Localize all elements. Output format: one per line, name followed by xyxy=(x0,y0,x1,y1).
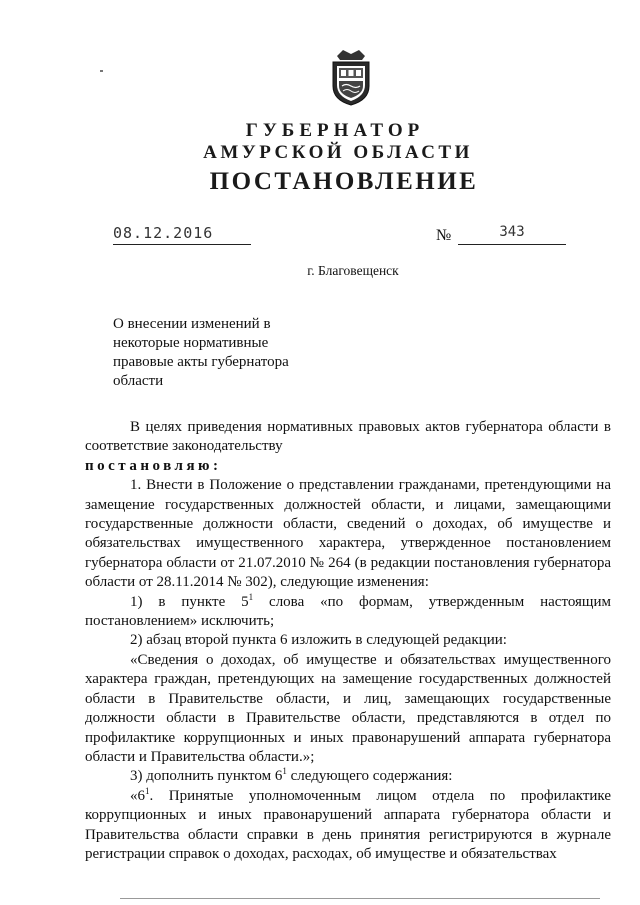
preamble-paragraph: В целях приведения нормативных правовых актов губернатора области в соответствие законодательству xyxy=(85,419,611,455)
document-type-title: ПОСТАНОВЛЕНИЕ xyxy=(209,168,479,195)
clause-1-paragraph: 1. Внести в Положение о представлении гражданами, претендующими на замещение государственных должностей области, и лицами, замещающими государственные должности области, сведений о доходах, об имуществе и обязательствах имущественного характера, утвержденное постановлением губернатора области от 21.07.2010 № 264 (в редакции постановления губернатора области от 28.11.2014 № 302), следующие изменения: xyxy=(85,477,611,591)
scan-edge-line xyxy=(120,898,600,899)
item-3-text-start: 3) дополнить пунктом 6 xyxy=(130,768,283,785)
quote-1-paragraph: «Сведения о доходах, об имуществе и обязательствах имущественного характера граждан, претендующих на замещение государственных должностей области в Правительстве области, и лиц, замещающих государственные должности области в Правительстве области, представляются в отдел по профилактике коррупционных и иных правонарушений аппарата губернатора области и Правительства области.»; xyxy=(85,651,611,765)
quote-2-text-start: «6 xyxy=(130,787,145,804)
quote-2-superscript: 1 xyxy=(145,785,150,796)
decree-keyword: постановляю: xyxy=(85,457,222,474)
item-1-text-end: слова «по формам, утвержденным настоящим постановлением» исключить; xyxy=(85,593,611,630)
item-3-paragraph xyxy=(85,767,611,786)
quote-2-paragraph xyxy=(85,787,611,865)
document-number: 343 xyxy=(458,224,566,245)
quote-2-text-end: . Принятые уполномоченным лицом отдела по профилактике коррупционных и иных правонарушений аппарата губернатора области и Правительства области справки в день принятия регистрируются в журнале регистрации справок о доходах, расходах, об имуществе и обязательствах xyxy=(85,787,611,862)
document-body xyxy=(85,418,611,864)
item-3-text-end: следующего содержания: xyxy=(286,768,453,785)
scan-speck xyxy=(100,70,103,72)
document-date: 08.12.2016 xyxy=(113,224,251,245)
subject-line: некоторые нормативные xyxy=(113,335,269,351)
region-title: АМУРСКОЙ ОБЛАСТИ xyxy=(203,142,473,163)
document-subject xyxy=(113,315,289,391)
item-1-superscript: 1 xyxy=(248,591,254,602)
item-3-superscript: 1 xyxy=(282,766,287,777)
coat-of-arms-emblem xyxy=(329,48,373,106)
number-sign: № xyxy=(436,227,452,244)
subject-line: правовые акты губернатора xyxy=(113,354,289,370)
item-1-text-start: 1) в пункте 5 xyxy=(130,593,249,610)
city-of-issue: г. Благовещенск xyxy=(307,263,399,278)
subject-line: О внесении изменений в xyxy=(113,316,271,332)
item-2-paragraph: 2) абзац второй пункта 6 изложить в следующей редакции: xyxy=(130,632,507,649)
subject-line: области xyxy=(113,373,164,389)
governor-title: ГУБЕРНАТОР xyxy=(245,120,425,141)
item-1-paragraph xyxy=(85,593,611,632)
